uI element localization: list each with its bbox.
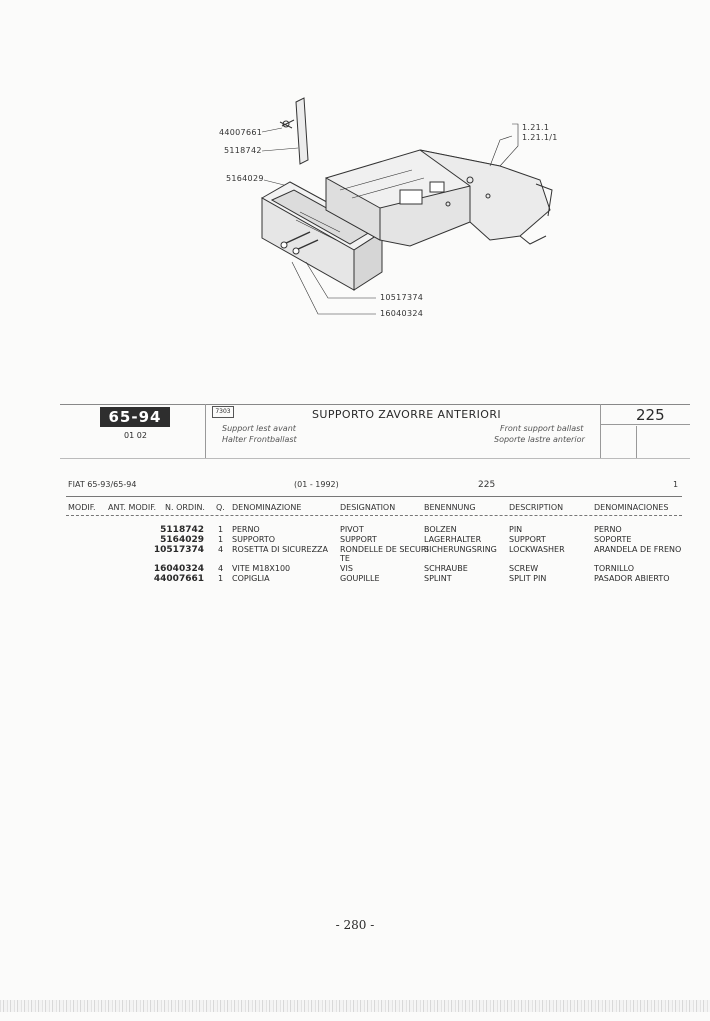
title-spanish: Soporte lastre anterior [494,435,585,444]
col-designation: DESIGNATION [340,503,396,512]
part-number: 44007661 [153,574,204,584]
part-name-fr: VIS [340,564,353,573]
part-number: 5164029 [160,535,204,545]
part-name-fr: RONDELLE DE SECURI [340,545,429,554]
part-name-es: PERNO [594,525,622,534]
part-name-en: LOCKWASHER [509,545,565,554]
col-description: DESCRIPTION [509,503,564,512]
part-name-it: ROSETTA DI SICUREZZA [232,545,329,554]
part-name-es: ARANDELA DE FRENO [594,545,682,554]
part-name-de: SPLINT [424,574,452,583]
part-number: 5118742 [160,525,204,535]
model-date: 01 02 [124,431,147,440]
table-header-rule [66,515,682,516]
callout-44007661: 44007661 [219,128,263,137]
exploded-parts-diagram [0,0,710,380]
col-n-ordin: N. ORDIN. [165,503,205,512]
model-logo: 65-94 [100,407,170,427]
table-row [0,535,710,545]
title-german: Halter Frontballast [222,435,297,444]
callout-1-21-1-1: 1.21.1/1 [522,133,558,142]
page-number: 225 [636,406,665,424]
part-number: 10517374 [153,545,204,555]
part-name-it: VITE M18X100 [232,564,291,573]
part-qty: 4 [218,545,224,554]
header-divider-page [636,426,637,458]
title-english: Front support ballast [500,424,584,433]
table-row [0,564,710,574]
part-name-fr: SUPPORT [340,535,377,544]
part-qty: 1 [218,574,224,583]
part-name-fr: PIVOT [340,525,364,534]
table-number: 225 [478,480,496,490]
col-denominazione: DENOMINAZIONE [232,503,302,512]
part-name-de: BOLZEN [424,525,457,534]
part-name-en: SUPPORT [509,535,546,544]
part-name-it: COPIGLIA [232,574,270,583]
part-name-de: LAGERHALTER [424,535,482,544]
ballast-support-drawing [0,0,710,380]
table-top-rule [66,496,682,497]
col-benennung: BENENNUNG [424,503,476,512]
part-name-it: SUPPORTO [232,535,276,544]
callout-16040324: 16040324 [380,309,424,318]
page-title: SUPPORTO ZAVORRE ANTERIORI [312,408,502,421]
sheet-number: 1 [673,480,679,489]
group-badge: 7303 [212,406,234,418]
scan-artifact-strip [0,1000,710,1012]
header-bottom-rule [60,458,690,459]
header-divider-right [600,404,601,458]
page-number-rule [600,424,690,425]
part-name-es: SOPORTE [594,535,632,544]
col-denominaciones: DENOMINACIONES [594,503,669,512]
part-qty: 1 [218,525,224,534]
table-row-continuation [0,554,710,564]
callout-1-21-1: 1.21.1 [522,123,550,132]
part-name-es: TORNILLO [594,564,635,573]
part-name-en: PIN [509,525,523,534]
table-row [0,525,710,535]
part-name-it: PERNO [232,525,260,534]
part-name-en: SPLIT PIN [509,574,547,583]
part-name-de: SICHERUNGSRING [424,545,497,554]
part-name-en: SCREW [509,564,539,573]
footer-page-number: - 280 - [335,918,375,932]
header-top-rule [60,404,690,405]
part-name-fr-continued: TE [340,554,350,563]
callout-5164029: 5164029 [226,174,264,183]
title-french: Support lest avant [222,424,296,433]
table-row [0,574,710,584]
callout-5118742: 5118742 [224,146,262,155]
col-qty: Q. [216,503,225,512]
part-name-fr: GOUPILLE [340,574,380,583]
part-number: 16040324 [153,564,204,574]
part-qty: 4 [218,564,224,573]
callout-10517374: 10517374 [380,293,424,302]
col-ant-modif: ANT. MODIF. [108,503,157,512]
col-modif: MODIF. [68,503,96,512]
part-qty: 1 [218,535,224,544]
date-range: (01 - 1992) [294,480,339,489]
header-divider-left [205,404,206,458]
part-name-de: SCHRAUBE [424,564,468,573]
model-label: FIAT 65-93/65-94 [68,480,137,489]
part-name-es: PASADOR ABIERTO [594,574,670,583]
